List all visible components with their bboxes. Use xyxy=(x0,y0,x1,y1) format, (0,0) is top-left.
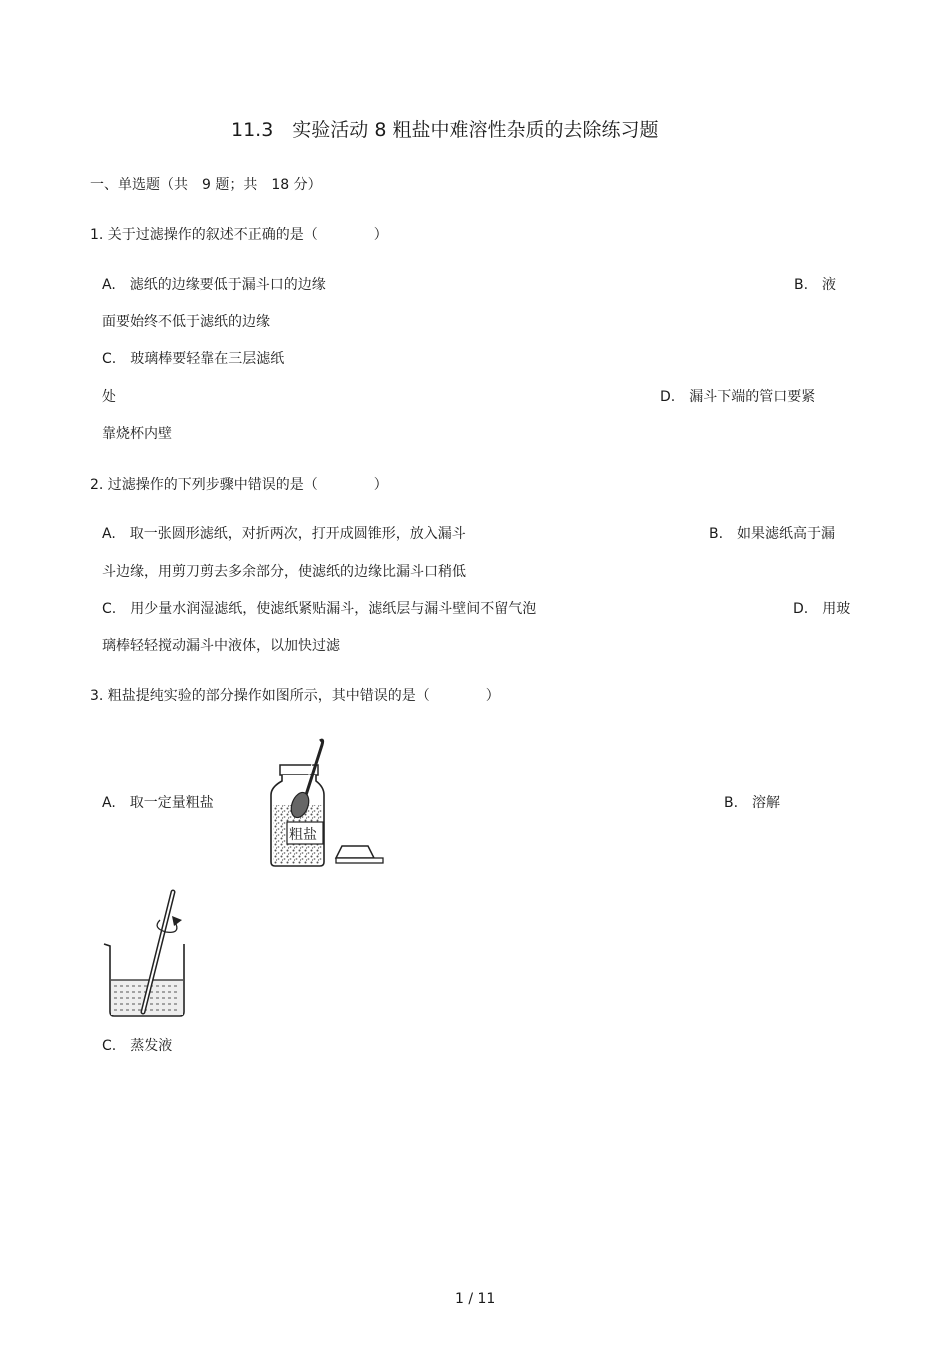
q1-option-b: B. 液 xyxy=(794,277,837,293)
q1-option-b-cont: 面要始终不低于滤纸的边缘 xyxy=(102,314,270,330)
q2-option-c: C. 用少量水润湿滤纸，使滤纸紧贴漏斗，滤纸层与漏斗壁间不留气泡 xyxy=(102,601,537,617)
q2-option-b: B. 如果滤纸高于漏 xyxy=(709,526,836,542)
q2-option-a: A. 取一张圆形滤纸，对折两次，打开成圆锥形，放入漏斗 xyxy=(102,526,466,542)
section-heading: 一、单选题（共 9 题；共 18 分） xyxy=(90,177,322,193)
q1-option-c: C. 玻璃棒要轻靠在三层滤纸 xyxy=(102,351,285,367)
q3-option-c: C. 蒸发液 xyxy=(102,1038,173,1054)
q1-option-a: A. 滤纸的边缘要低于漏斗口的边缘 xyxy=(102,277,326,293)
q2-option-d-cont: 璃棒轻轻搅动漏斗中液体，以加快过滤 xyxy=(102,638,340,654)
q1-stem: 1. 关于过滤操作的叙述不正确的是（ ） xyxy=(90,227,388,243)
beaker-stirring-figure xyxy=(100,888,200,1020)
q3-option-a: A. 取一定量粗盐 xyxy=(102,795,214,811)
q1-option-c-cont: 处 xyxy=(102,389,116,405)
q2-option-b-cont: 斗边缘，用剪刀剪去多余部分，使滤纸的边缘比漏斗口稍低 xyxy=(102,564,466,580)
page-footer: 1 / 11 xyxy=(455,1291,496,1307)
salt-jar-figure xyxy=(262,735,388,869)
page-title: 11.3 实验活动 8 粗盐中难溶性杂质的去除练习题 xyxy=(231,119,659,141)
q1-option-d: D. 漏斗下端的管口要紧 xyxy=(660,389,816,405)
q1-option-d-cont: 靠烧杯内壁 xyxy=(102,426,172,442)
q3-option-b: B. 溶解 xyxy=(724,795,781,811)
q3-stem: 3. 粗盐提纯实验的部分操作如图所示，其中错误的是（ ） xyxy=(90,688,500,704)
q2-stem: 2. 过滤操作的下列步骤中错误的是（ ） xyxy=(90,477,388,493)
q2-option-d: D. 用玻 xyxy=(793,601,851,617)
jar-label: 粗盐 xyxy=(289,827,317,843)
